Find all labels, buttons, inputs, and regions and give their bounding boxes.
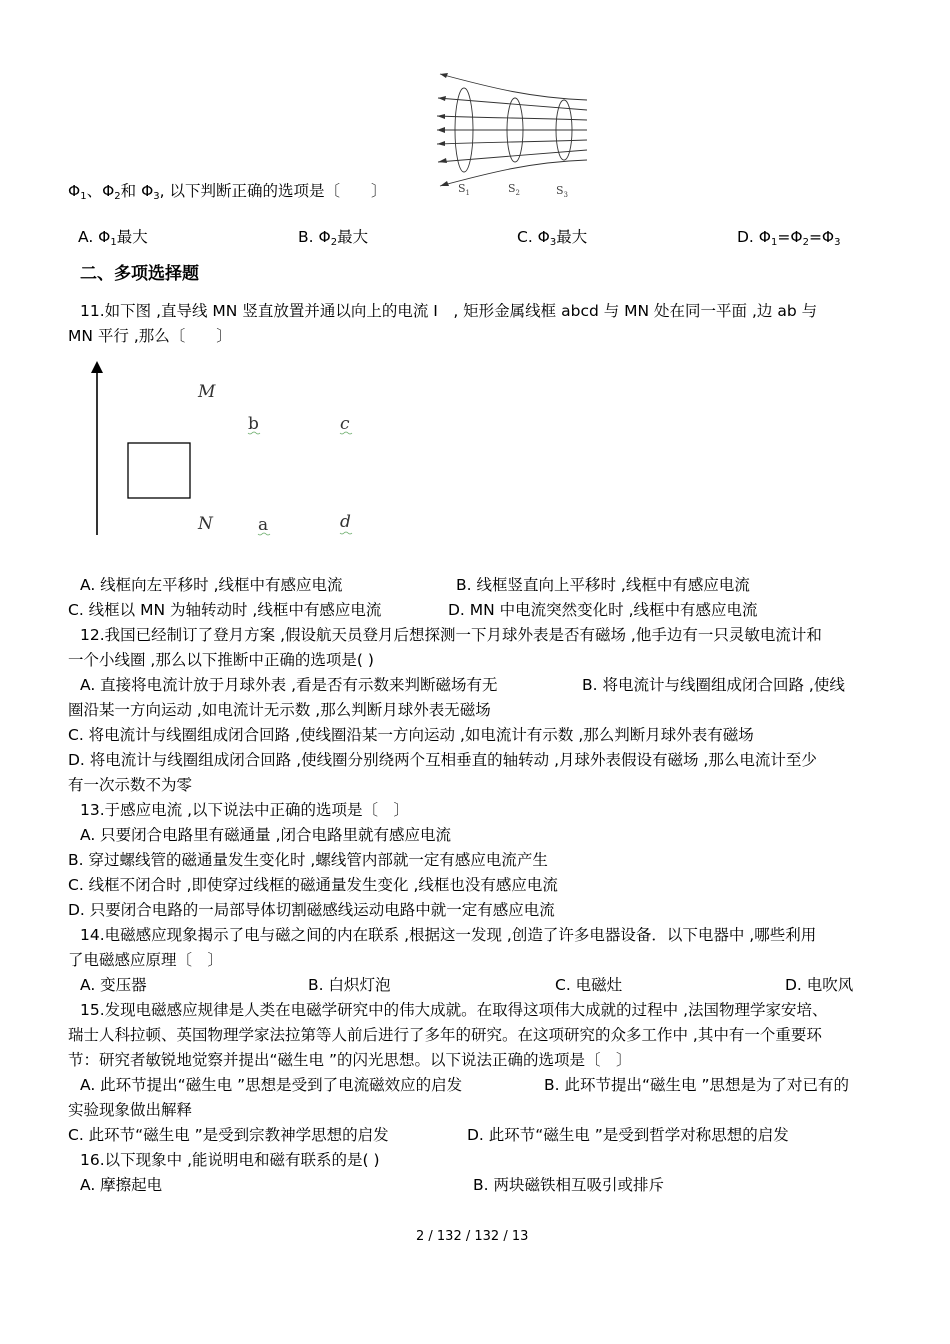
q10-option-c: C. $\Phi_3$最大 <box>517 228 588 248</box>
label-b: b <box>248 414 259 434</box>
q14-option-b: B. 白炽灯泡 <box>308 976 391 994</box>
q13-option-b: B. 穿过螺线管的磁通量发生变化时 ,螺线管内部就一定有感应电流产生 <box>68 851 548 869</box>
q11-stem-line2: MN 平行 ,那么〔 〕 <box>68 327 232 345</box>
q13-option-a: A. 只要闭合电路里有磁通量 ,闭合电路里就有感应电流 <box>80 826 452 844</box>
q10-stem-tail: $\Phi_1$、$\Phi_2$和 $\Phi_3$, 以下判断正确的选项是〔 〕 <box>68 182 387 202</box>
q12-option-d: D. 将电流计与线圈组成闭合回路 ,使线圈分别绕两个互相垂直的轴转动 ,月球外表假设有磁场 ,那么电流计至少 <box>68 751 817 769</box>
section-heading: 二、多项选择题 <box>80 264 199 284</box>
q16-option-a: A. 摩擦起电 <box>80 1176 163 1194</box>
q14-stem-line2: 了电磁感应原理〔 〕 <box>68 951 224 969</box>
q12-option-b: B. 将电流计与线圈组成闭合回路 ,使线 <box>582 676 845 694</box>
q15-option-d: D. 此环节“磁生电 ”是受到哲学对称思想的启发 <box>467 1126 789 1144</box>
q14-option-d: D. 电吹风 <box>785 976 854 994</box>
q10-option-d: D. $\Phi_1=\Phi_2=\Phi_3$ <box>737 228 841 248</box>
loop-label-s3: $S_3$ <box>556 184 569 199</box>
label-c: c <box>340 414 350 434</box>
loop-label-s1: $S_1$ <box>458 182 471 197</box>
q15-option-b-cont: 实验现象做出解释 <box>68 1101 193 1119</box>
q10-option-b: B. $\Phi_2$最大 <box>298 228 369 248</box>
q12-option-c: C. 将电流计与线圈组成闭合回路 ,使线圈沿某一方向运动 ,如电流计有示数 ,那么判断月球外表有磁场 <box>68 726 754 744</box>
q15-stem-line3: 节：研究者敏锐地觉察并提出“磁生电 ”的闪光思想。以下说法正确的选项是〔 〕 <box>68 1051 632 1069</box>
q16-stem: 16.以下现象中 ,能说明电和磁有联系的是( ) <box>80 1151 380 1169</box>
q13-option-c: C. 线框不闭合时 ,即使穿过线框的磁通量发生变化 ,线框也没有感应电流 <box>68 876 558 894</box>
loop-label-s2: $S_2$ <box>508 182 521 197</box>
label-n: N <box>198 514 213 534</box>
q11-option-a: A. 线框向左平移时 ,线框中有感应电流 <box>80 576 343 594</box>
q12-option-b-cont: 圈沿某一方向运动 ,如电流计无示数 ,那么判断月球外表无磁场 <box>68 701 491 719</box>
q13-option-d: D. 只要闭合电路的一局部导体切割磁感线运动电路中就一定有感应电流 <box>68 901 555 919</box>
q11-option-b: B. 线框竖直向上平移时 ,线框中有感应电流 <box>456 576 750 594</box>
q14-stem-line1: 14.电磁感应现象揭示了电与磁之间的内在联系 ,根据这一发现 ,创造了许多电器设备．以下电器中 ,哪些利用 <box>80 926 817 944</box>
q15-stem-line1: 15.发现电磁感应规律是人类在电磁学研究中的伟大成就。在取得这项伟大成就的过程中 ,法国物理学家安培、 <box>80 1001 828 1019</box>
q15-stem-line2: 瑞士人科拉顿、英国物理学家法拉第等人前后进行了多年的研究。在这项研究的众多工作中 ,其中有一个重要环 <box>68 1026 822 1044</box>
q11-stem-line1: 11.如下图 ,直导线 MN 竖直放置并通以向上的电流 I , 矩形金属线框 abcd 与 MN 处在同一平面 ,边 ab 与 <box>80 302 818 320</box>
q16-option-b: B. 两块磁铁相互吸引或排斥 <box>473 1176 664 1194</box>
q13-stem: 13.于感应电流 ,以下说法中正确的选项是〔 〕 <box>80 801 410 819</box>
q10-option-a: A. $\Phi_1$最大 <box>78 228 148 248</box>
q11-option-d: D. MN 中电流突然变化时 ,线框中有感应电流 <box>448 601 758 619</box>
q12-stem-line1: 12.我国已经制订了登月方案 ,假设航天员登月后想探测一下月球外表是否有磁场 ,他手边有一只灵敏电流计和 <box>80 626 822 644</box>
q12-option-d-cont: 有一次示数不为零 <box>68 776 193 794</box>
q15-option-a: A. 此环节提出“磁生电 ”思想是受到了电流磁效应的启发 <box>80 1076 463 1094</box>
flux-loops-figure <box>432 68 592 200</box>
label-m: M <box>198 382 216 402</box>
q14-option-c: C. 电磁灶 <box>555 976 623 994</box>
q12-stem-line2: 一个小线圈 ,那么以下推断中正确的选项是( ) <box>68 651 374 669</box>
q11-option-c: C. 线框以 MN 为轴转动时 ,线框中有感应电流 <box>68 601 382 619</box>
q14-option-a: A. 变压器 <box>80 976 147 994</box>
label-a: a <box>258 515 269 535</box>
q15-option-b: B. 此环节提出“磁生电 ”思想是为了对已有的 <box>544 1076 849 1094</box>
label-d: d <box>340 512 351 532</box>
wire-frame-figure <box>80 355 380 545</box>
page-footer: 2 / 132 / 132 / 13 <box>416 1229 529 1244</box>
q12-option-a: A. 直接将电流计放于月球外表 ,看是否有示数来判断磁场有无 <box>80 676 498 694</box>
q15-option-c: C. 此环节“磁生电 ”是受到宗教神学思想的启发 <box>68 1126 389 1144</box>
